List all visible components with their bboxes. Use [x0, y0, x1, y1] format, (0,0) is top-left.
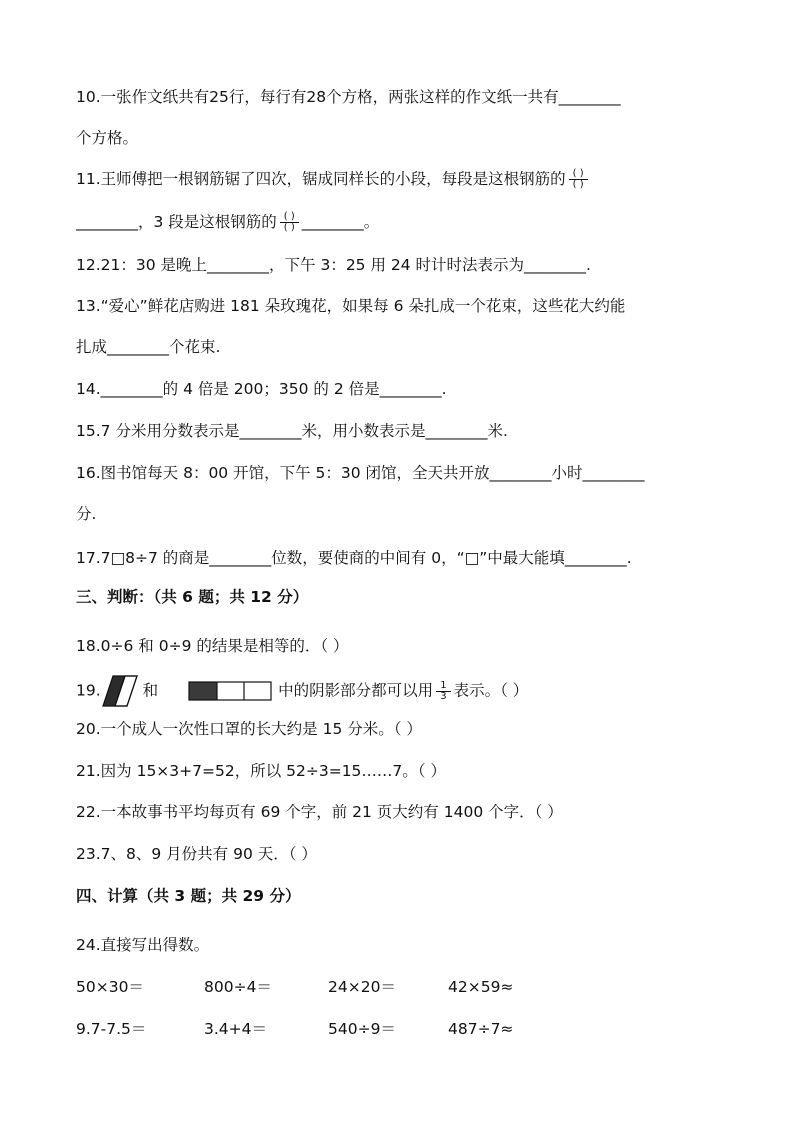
question-14: 14.________的 4 倍是 200；350 的 2 倍是________.	[76, 380, 447, 398]
blank-fraction: $\frac{( )}{( )}$	[569, 169, 588, 190]
calc-item: 540÷9＝	[328, 1020, 396, 1038]
question-15: 15.7 分米用分数表示是________米，用小数表示是________米.	[76, 422, 508, 440]
question-22: 22.一本故事书平均每页有 69 个字，前 21 页大约有 1400 个字．（ ）	[76, 803, 563, 821]
calc-row-2	[76, 1018, 513, 1040]
question-11-text2: ________，3 段是这根钢筋的	[76, 213, 277, 231]
section-3-heading: 三、判断：（共 6 题；共 12 分）	[76, 588, 309, 606]
question-16-line1: 16.图书馆每天 8：00 开馆，下午 5：30 闭馆，全天共开放________小时________	[76, 464, 645, 482]
parallelogram-figure	[101, 675, 139, 707]
calc-item: 24×20＝	[328, 978, 396, 996]
question-11-line2	[76, 211, 379, 233]
calc-item: 9.7-7.5＝	[76, 1020, 147, 1038]
and-text: 和	[142, 681, 159, 700]
question-19-suffix: 表示。（ ）	[453, 681, 529, 700]
question-24: 24.直接写出得数。	[76, 936, 210, 954]
question-20: 20.一个成人一次性口罩的长大约是 15 分米。（ ）	[76, 720, 422, 738]
calc-row-1	[76, 976, 513, 998]
calc-item: 3.4+4＝	[204, 1020, 267, 1038]
question-16-line2: 分.	[76, 505, 97, 523]
calc-item: 50×30＝	[76, 978, 144, 996]
question-10-line1: 10.一张作文纸共有25行，每行有28个方格，两张这样的作文纸一共有________	[76, 88, 621, 106]
question-18: 18.0÷6 和 0÷9 的结果是相等的．（ ）	[76, 637, 349, 655]
question-17: 17.7□8÷7 的商是________位数，要使商的中间有 0，“□”中最大能填________.	[76, 549, 632, 567]
rectangle-figure	[188, 681, 272, 701]
blank-fraction: $\frac{( )}{( )}$	[280, 212, 299, 233]
question-23: 23.7、8、9 月份共有 90 天．（ ）	[76, 845, 317, 863]
question-13-line1: 13.“爱心”鲜花店购进 181 朵玫瑰花，如果每 6 朵扎成一个花束，这些花大约能	[76, 297, 626, 315]
question-13-line2: 扎成________个花束.	[76, 338, 221, 356]
section-4-heading: 四、计算（共 3 题；共 29 分）	[76, 887, 301, 905]
question-11-text: 11.王师傅把一根钢筋锯了四次，锯成同样长的小段，每段是这根钢筋的	[76, 170, 566, 188]
one-third-fraction: $\frac{1}{3}$	[436, 681, 450, 702]
calc-item: 487÷7≈	[448, 1020, 514, 1038]
calc-item: 800÷4＝	[204, 978, 272, 996]
question-19	[76, 675, 528, 707]
question-21: 21.因为 15×3+7=52，所以 52÷3=15……7。（ ）	[76, 762, 446, 780]
question-11-line1	[76, 168, 591, 190]
question-19-text: 中的阴影部分都可以用	[278, 681, 434, 700]
question-12: 12.21：30 是晚上________，下午 3：25 用 24 时计时法表示为________.	[76, 256, 591, 274]
question-19-number: 19.	[76, 681, 101, 700]
question-11-text3: ________。	[301, 213, 380, 231]
calc-item: 42×59≈	[448, 978, 514, 996]
question-10-line2: 个方格。	[76, 129, 139, 147]
